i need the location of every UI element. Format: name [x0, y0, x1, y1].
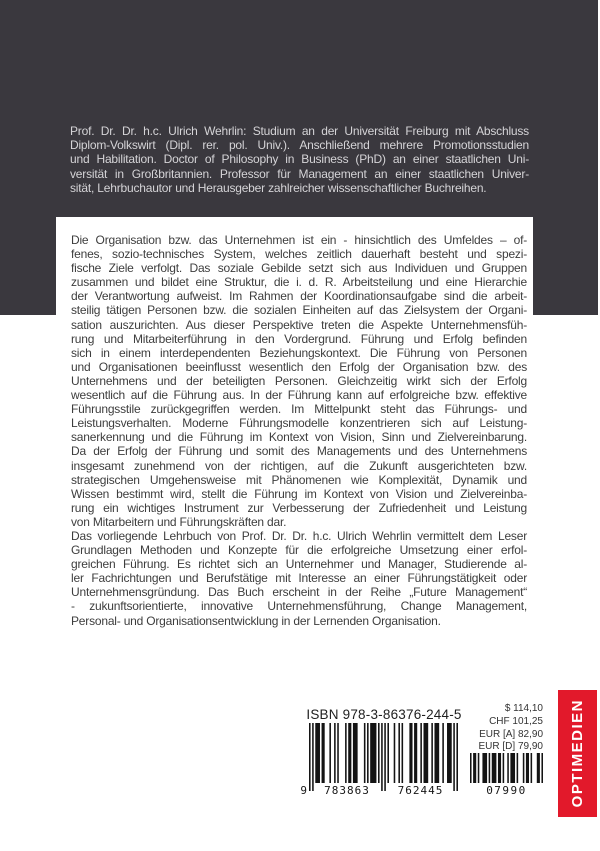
description-line: greichen Führung. Es richtet sich an Unternehmer und Manager, Studierende al- [71, 557, 527, 572]
description-line: steilig tätigen Personen bzw. die sozialen Einheiten auf das Zielsystem der Organi- [71, 303, 527, 318]
description-line: Da der Erfolg der Führung und somit des Managements und des Unternehmens [71, 444, 527, 459]
description-line: Führungsstile zurückgegriffen werden. Im Mittelpunkt steht das Führungs- und [71, 402, 527, 417]
price-line: $ 114,10 [504, 703, 543, 714]
description-line: strategischen Umgehensweise mit Phänomenen wie Komplexität, Dynamik und [71, 472, 527, 487]
publisher-name: OPTIMEDIEN [569, 699, 586, 808]
description-line: rung ein wichtiges Instrument zur Verbesserung der Zufriedenheit und Leistung [71, 500, 527, 515]
description-line: sich in einem interdependenten Beziehungskontext. Die Führung von Personen [71, 345, 527, 360]
description-line: und Organisationen beeinflusst wesentlich den Erfolg der Organisation bzw. des [71, 359, 527, 374]
description-line: Leistungsverhalten. Moderne Führungsmodelle konzentrieren sich auf Leistung- [71, 416, 527, 431]
author-bio-line: versität in Großbritannien. Professor für Management an einer staatlichen Univer- [70, 166, 529, 181]
ean-right-group: 762445 [397, 784, 444, 797]
description-line: Grundlagen Methoden und Konzepte für die erfolgreiche Umsetzung einer erfol- [71, 543, 527, 558]
ean5-addon-barcode [470, 753, 543, 783]
ean-addon-digits: 07990 [486, 784, 527, 797]
price-line: CHF 101,25 [489, 715, 543, 727]
price-list [423, 703, 543, 754]
ean-left-group: 783863 [324, 784, 370, 797]
description-line: der Verantwortung aufweist. Im Rahmen der Koordinationsaufgabe sind die arbeit- [71, 289, 527, 304]
description-line: sanerkennung und die Führung im Kontext von Vision, Sinn und Zielvereinbarung. [71, 430, 527, 445]
description-line: zusammen und bildet eine Struktur, die i. d. R. Arbeitsteilung und eine Hierarchie [71, 275, 527, 290]
author-bio-line: und Habilitation. Doctor of Philosophy in Business (PhD) an einer staatlichen Uni- [70, 152, 529, 167]
description-line: fische Ziele verfolgt. Das soziale Gebilde setzt sich aus Individuen und Gruppen [71, 261, 527, 276]
description-line: insgesamt zunehmend von der richtigen, auf die Zukunft ausgerichteten bzw. [71, 458, 527, 473]
description-line: Das vorliegende Lehrbuch von Prof. Dr. Dr. h.c. Ulrich Wehrlin vermittelt dem Leser [71, 528, 527, 543]
description-line: rung und Mitarbeiterführung in den Vordergrund. Führung und Erfolg befinden [71, 331, 527, 346]
description-line: - zukunftsorientierte, innovative Unternehmensführung, Change Management, [71, 599, 527, 614]
description-line: Unternehmensgründung. Das Buch erscheint in der Reihe „Future Management“ [71, 585, 527, 600]
description-line: wesentlich auf die Führung aus. In der Führung kann auf erfolgreiche bzw. effektive [71, 388, 527, 403]
description-line: Personal- und Organisationsentwicklung in der Lernenden Organisation. [71, 613, 441, 628]
publisher-tab [558, 690, 597, 817]
isbn-label: ISBN 978-3-86376-244-5 [306, 707, 462, 722]
description-line: von Mitarbeitern und Führungskräften dar. [71, 514, 287, 529]
description-line: Unternehmens und der beteiligten Personen. Gleichzeitig wirkt sich der Erfolg [71, 373, 527, 388]
description-line: ler Fachrichtungen und Berufstätige mit Interesse an einer Führungstätigkeit oder [71, 571, 527, 586]
description-line: fenes, sozio-technisches System, welches zeitlich dauerhaft besteht und spezi- [71, 247, 527, 262]
price-line: EUR [D] 79,90 [478, 741, 543, 753]
description-line: Wissen bestimmt wird, stellt die Führung im Kontext von Vision und Zielvereinba- [71, 486, 527, 501]
book-description [71, 233, 527, 628]
author-bio-line: sität, Lehrbuchautor und Herausgeber zahlreicher wissenschaftlicher Buchreihen. [70, 180, 487, 195]
author-bio-line: Diplom-Volkswirt (Dipl. rer. pol. Univ.). Anschließend mehrere Promotionsstudien [70, 138, 529, 153]
description-line: Die Organisation bzw. das Unternehmen ist ein - hinsichtlich des Umfeldes – of- [71, 233, 527, 247]
author-bio [70, 124, 529, 195]
price-line: EUR [A] 82,90 [479, 728, 543, 740]
author-bio-line: Prof. Dr. Dr. h.c. Ulrich Wehrlin: Studium an der Universität Freiburg mit Abschluss [70, 124, 529, 138]
ean-first-digit: 9 [300, 784, 308, 797]
description-line: sation auszurichten. Aus dieser Perspektive treten die Aspekte Unternehmensfüh- [71, 317, 527, 332]
